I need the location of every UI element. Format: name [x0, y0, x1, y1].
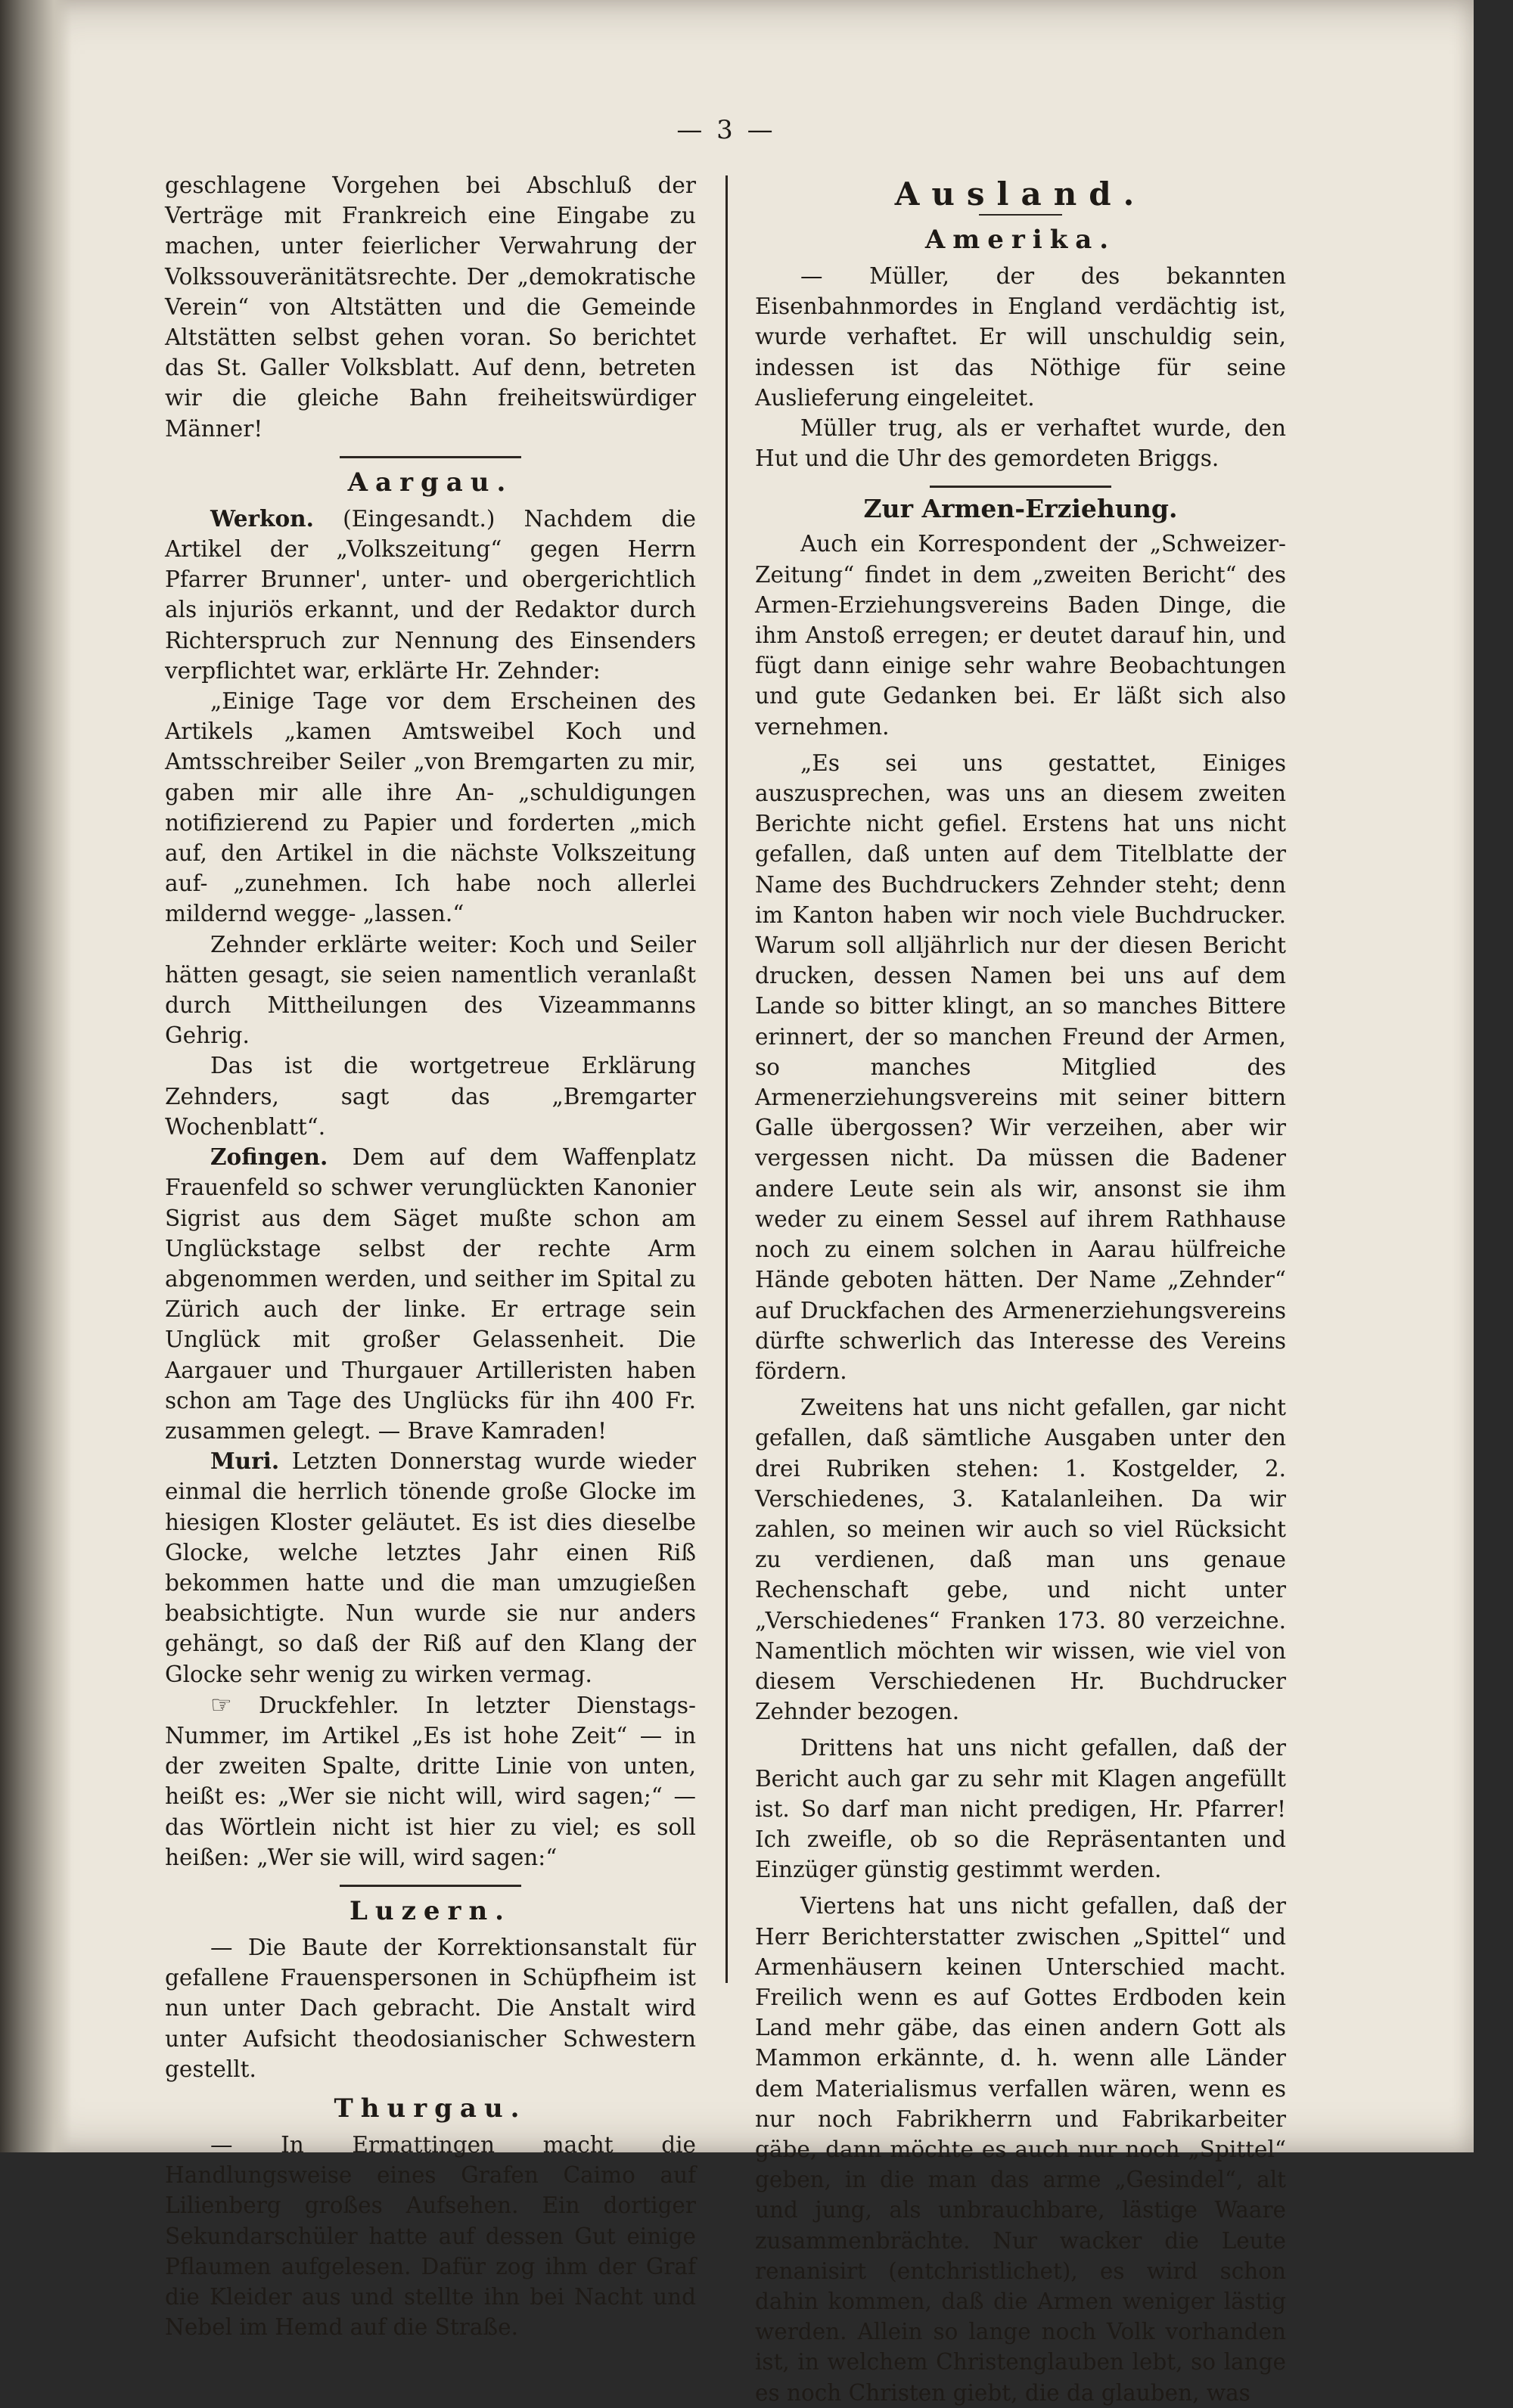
- druckfehler-text: Druckfehler. In letzter Dienstags-Nummer, im Artikel „Es ist hohe Zeit“ — in der zweiten Spalte, dritte Linie von unten, heißt es: „Wer sie nicht will, wird sagen;“ — das Wörtlein nicht ist hier zu viel; es soll heißen: „Wer sie will, wird sagen:“: [165, 1692, 696, 1870]
- wikon-lead: Werkon.: [210, 504, 314, 532]
- heading-underline: [979, 214, 1062, 216]
- spacer: [755, 1885, 1286, 1891]
- article-zehnder: Zehnder erklärte weiter: Koch und Seiler hätten gesagt, sie seien namentlich veranlaßt durch Mittheilungen des Vizeammanns Gehrig.: [165, 931, 696, 1049]
- article-amerika-2: Müller trug, als er verhaftet wurde, den Hut und die Uhr des gemordeten Briggs.: [755, 415, 1286, 472]
- article-thurgau: — In Ermattingen macht die Handlungsweise eines Grafen Caimo auf Lilienberg großes Aufsehen. Ein dortiger Sekundarschüler hatte auf dessen Gut einige Pflaumen aufgelesen. Dafür zog ihm der Graf die Kleider aus und stellte ihn bei Nacht und Nebel im Hemd auf die Straße.: [165, 2131, 696, 2341]
- article-bremgarter: Das ist die wortgetreue Erklärung Zehnders, sagt das „Bremgarter Wochenblatt“.: [165, 1053, 696, 1140]
- binding-shadow: [0, 0, 72, 2152]
- armen-paragraph-5: Viertens hat uns nicht gefallen, daß der Herr Berichterstatter zwischen „Spittel“ und Armenhäusern keinen Unterschied macht. Freilich wenn es auf Gottes Erdboden kein Land mehr gäbe, das einen andern Gott als Mammon erkännte, d. h. wenn alle Länder dem Materialismus verfallen wären, wenn es nur noch Fabrikherrn und Fabrikarbeiter gäbe, dann möchte es auch nur noch „Spittel“ geben, in die man das arme „Gesindel“, alt und jung, als unbrauchbare, lästige Waare zusammenbrächte. Nur wacker die Leute renanisirt (entchristlichet), es wird schon dahin kommen, daß die Armen weniger lästig werden. Allein so lange noch Volk vorhanden ist, in welchem Christenglauben lebt, so lange es noch Christen giebt, die da glauben, was: [755, 1893, 1286, 2406]
- muri-text: Letzten Donnerstag wurde wieder einmal die herrlich tönende große Glocke im hiesigen Kloster geläutet. Es ist dies dieselbe Glocke, welche letztes Jahr einen Riß bekommen hatte und die man umzugießen beabsichtigte. Nun wurde sie nur anders gehängt, so daß der Riß auf den Klang der Glocke sehr wenig zu wirken vermag.: [165, 1448, 696, 1687]
- armen-paragraph-1: Auch ein Korrespondent der „Schweizer-Zeitung“ findet in dem „zweiten Bericht“ des Armen-Erziehungsvereins Baden Dinge, die ihm Anstoß erregen; er deutet darauf hin, und fügt dann einige sehr wahre Beobachtungen und gute Gedanken bei. Er läßt sich also vernehmen.: [755, 531, 1286, 740]
- heading-thurgau: Thurgau.: [334, 2093, 527, 2124]
- heading-armen-erziehung: Zur Armen-Erziehung.: [863, 494, 1178, 524]
- article-muri: [165, 1446, 696, 1690]
- zofingen-lead: Zofingen.: [210, 1143, 328, 1171]
- article-amerika-1: — Müller, der des bekannten Eisenbahnmordes in England verdächtig ist, wurde verhaftet. Er will unschuldig sein, indessen ist das Nöthige für seine Auslieferung eingeleitet.: [755, 263, 1286, 411]
- article-wikon-quote: „Einige Tage vor dem Erscheinen des Artikels „kamen Amtsweibel Koch und Amtsschreiber Seiler „von Bremgarten zu mir, gaben mir alle ihre An- „schuldigungen notifizierend zu Papier und forderten „mich auf, den Artikel in die nächste Volkszeitung auf- „zunehmen. Ich habe noch allerlei mildernd wegge- „lassen.“: [165, 688, 696, 927]
- armen-paragraph-4: Drittens hat uns nicht gefallen, daß der Bericht auch gar zu sehr mit Klagen angefüllt ist. So darf man nicht predigen, Hr. Pfarrer! Ich zweifle, ob so die Repräsentanten und Einzüger günstig gestimmt werden.: [755, 1735, 1286, 1883]
- article-druckfehler: [165, 1690, 696, 1873]
- heading-ausland: Ausland.: [894, 175, 1147, 213]
- spacer: [755, 1727, 1286, 1733]
- pointing-hand-icon: ☞: [210, 1690, 232, 1719]
- section-rule: [930, 486, 1111, 488]
- article-wikon: [165, 504, 696, 686]
- article-luzern: — Die Baute der Korrektionsanstalt für gefallene Frauenspersonen in Schüpfheim ist nun unter Dach gebracht. Die Anstalt wird unter Aufsicht theodosianischer Schwestern gestellt.: [165, 1934, 696, 2082]
- right-column: [755, 170, 1286, 2408]
- armen-paragraph-3: Zweitens hat uns nicht gefallen, gar nicht gefallen, daß sämtliche Ausgaben unter den drei Rubriken stehen: 1. Kostgelder, 2. Verschiedenes, 3. Katalanleihen. Da wir zahlen, so meinen wir auch so viel Rücksicht zu verdienen, daß man uns genaue Rechenschaft gebe, und nicht unter „Verschiedenes“ Franken 173. 80 verzeichne. Namentlich möchten wir wissen, wie viel von diesem Verschiedenen Hr. Buchdrucker Zehnder bezogen.: [755, 1395, 1286, 1725]
- column-divider: [725, 175, 728, 1983]
- spacer: [755, 1386, 1286, 1392]
- spacer: [755, 742, 1286, 748]
- heading-aargau: Aargau.: [347, 467, 514, 498]
- heading-amerika: Amerika.: [924, 225, 1117, 255]
- wikon-text: (Eingesandt.) Nachdem die Artikel der „Volkszeitung“ gegen Herrn Pfarrer Brunner', unter- und obergerichtlich als injuriös erkannt, und der Redaktor durch Richterspruch zur Nennung des Einsenders verpflichtet war, erklärte Hr. Zehnder:: [165, 505, 696, 684]
- page-number: — 3 —: [676, 115, 776, 145]
- heading-luzern: Luzern.: [349, 1895, 512, 1926]
- intro-paragraph: geschlagene Vorgehen bei Abschluß der Verträge mit Frankreich eine Eingabe zu machen, unter feierlicher Verwahrung der Volkssouveränitätsrechte. Der „demokratische Verein“ von Altstätten und die Gemeinde Altstätten selbst gehen voran. So berichtet das St. Galler Volksblatt. Auf denn, betreten wir die gleiche Bahn freiheitswürdiger Männer!: [165, 172, 696, 442]
- article-zofingen: [165, 1142, 696, 1446]
- section-rule: [340, 1885, 521, 1887]
- section-rule: [340, 456, 521, 458]
- armen-paragraph-2: „Es sei uns gestattet, Einiges auszusprechen, was uns an diesem zweiten Berichte nicht gefiel. Erstens hat uns nicht gefallen, daß unten auf dem Titelblatte der Name des Buchdruckers Zehnder steht; denn im Kanton haben wir noch viele Buchdrucker. Warum soll alljährlich nur der diesen Bericht drucken, dessen Namen bei uns auf dem Lande so bitter klingt, an so manches Bittere erinnert, der so manchen Freund der Armen, so manches Mitglied des Armenerziehungsvereins mit seiner bittern Galle übergossen? Wir verzeihen, aber wir vergessen nicht. Da müssen die Badener andere Leute sein als wir, ansonst sie ihm weder zu einem Sessel auf ihrem Rathhause noch zu einem solchen in Aarau hülfreiche Hände geboten hätten. Der Name „Zehnder“ auf Druckfachen des Armenerziehungsvereins dürfte schwerlich das Interesse des Vereins fördern.: [755, 749, 1286, 1384]
- muri-lead: Muri.: [210, 1448, 280, 1475]
- zofingen-text: Dem auf dem Waffenplatz Frauenfeld so schwer verunglückten Kanonier Sigrist aus dem Säget mußte schon am Unglückstage selbst der rechte Arm abgenommen werden, und seither im Spital zu Zürich auch der linke. Er ertrage sein Unglück mit großer Gelassenheit. Die Aargauer und Thurgauer Artilleristen haben schon am Tage des Unglücks für ihn 400 Fr. zusammen gelegt. — Brave Kamraden!: [165, 1144, 696, 1444]
- left-column: [165, 170, 696, 2342]
